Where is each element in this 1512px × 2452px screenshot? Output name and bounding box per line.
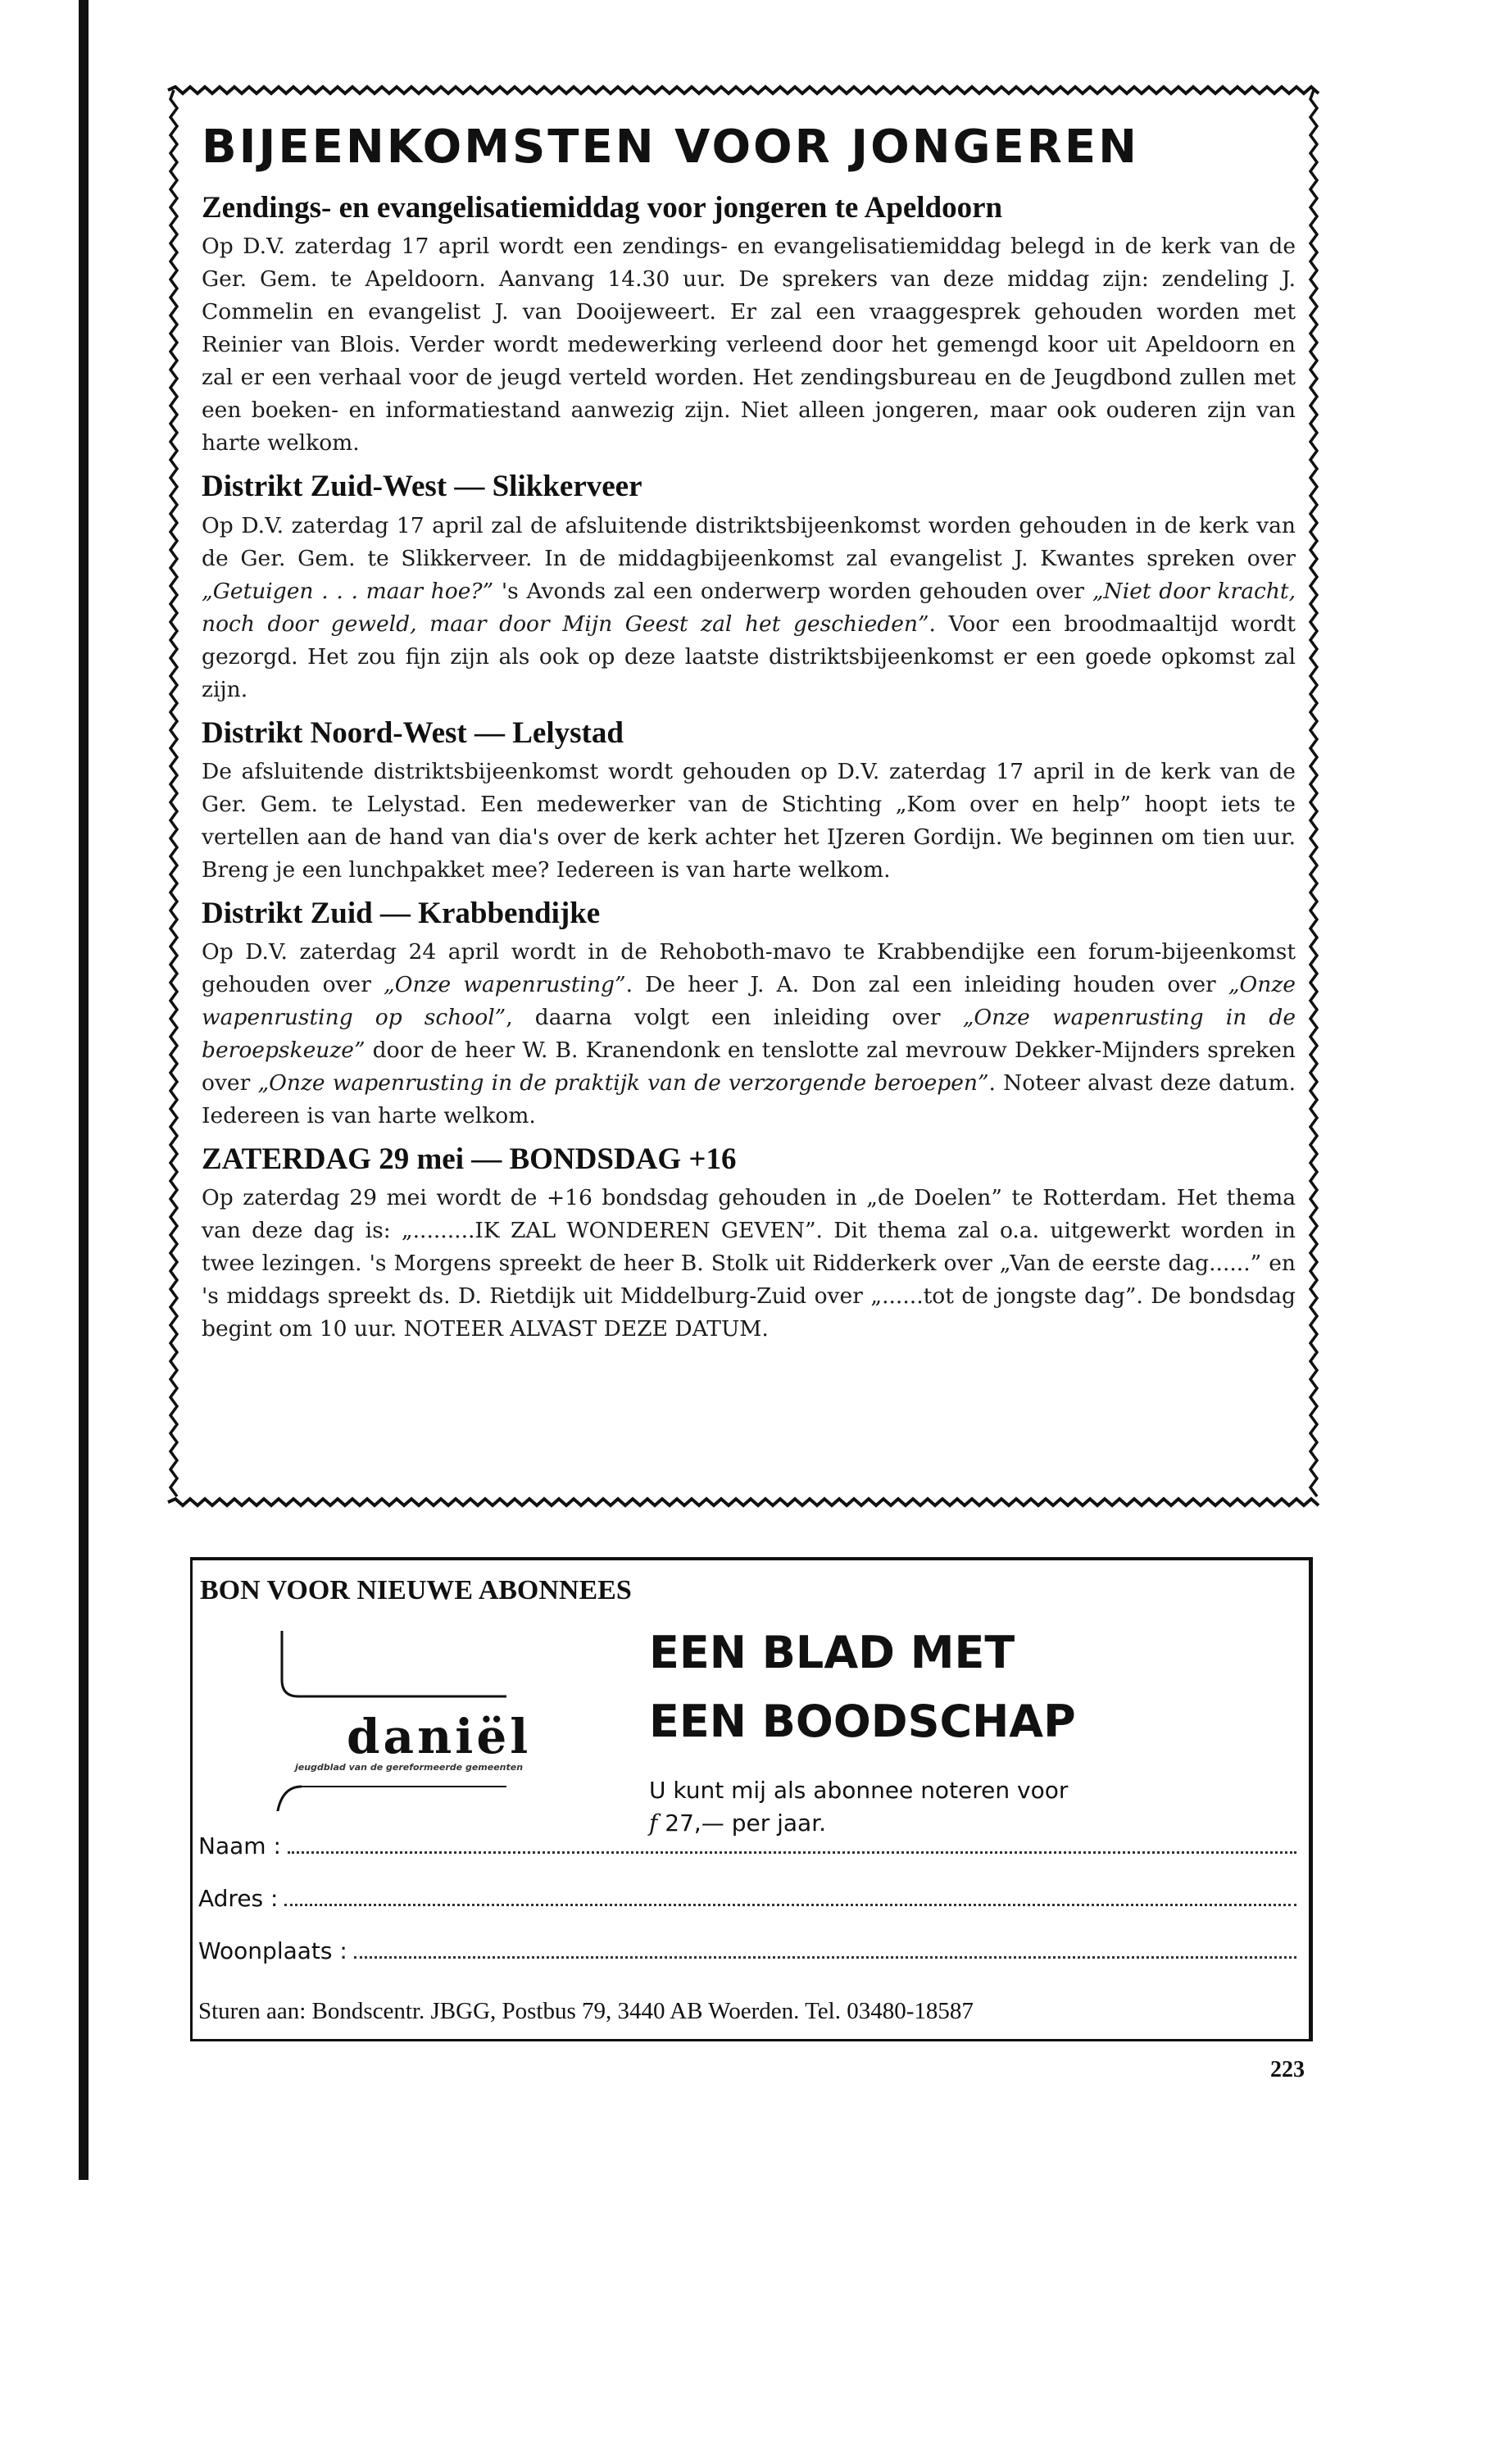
article-frame <box>164 82 1324 1508</box>
page-number: 223 <box>1270 2057 1305 2082</box>
section-body-zuid: Op D.V. zaterdag 24 april wordt in de Rehoboth-mavo te Krabbendijke een forum-bijeenkomst gehouden over „Onze wapenrusting”. De heer J. A. Don zal een inleiding houden over „Onze wapenrusting op school”, daarna volgt een inleiding over „Onze wapenrusting in de beroepskeuze” door de heer W. B. Kranendonk en tenslotte zal mevrouw Dekker-Mijnders spreken over „Onze wapenrusting in de praktijk van de verzorgende beroepen”. Noteer alvast deze datum. Iedereen is van harte welkom. <box>202 939 1296 1129</box>
headline-line-2: EEN BOODSCHAP <box>649 1696 1076 1747</box>
section-body-noord-west: De afsluitende distriktsbijeenkomst wordt gehouden op D.V. zaterdag 17 april in de kerk van de Ger. Gem. te Lelystad. Een medewerker van de Stichting „Kom over en help” hoopt iets te vertellen aan de hand van dia's over de kerk achter het IJzeren Gordijn. We beginnen om tien uur. Breng je een lunchpakket mee? Iedereen is van harte welkom. <box>202 758 1296 883</box>
section-title-apeldoorn: Zendings- en evangelisatiemiddag voor jongeren te Apeldoorn <box>202 191 1003 225</box>
logo-wordmark: daniël <box>347 1709 532 1764</box>
section-title-bondsdag: ZATERDAG 29 mei — BONDSDAG +16 <box>202 1142 737 1177</box>
headline-line-1: EEN BLAD MET <box>649 1627 1015 1678</box>
city-label: Woonplaats : <box>198 1937 347 1964</box>
address-dotted-line[interactable] <box>284 1899 1296 1906</box>
subscription-coupon <box>190 1557 1313 2452</box>
coupon-headline <box>649 1619 1076 1756</box>
section-title-zuid-west: Distrikt Zuid-West — Slikkerveer <box>202 470 642 504</box>
guilder-sign: f <box>649 1809 658 1837</box>
coupon-top-border <box>190 1557 1313 1560</box>
section-body-zuid-west: Op D.V. zaterdag 17 april zal de afsluitende distriktsbijeenkomst worden gehouden in de kerk van de Ger. Gem. te Slikkerveer. In de middagbijeenkomst zal evangelist J. Kwantes spreken over „Getuigen . . . maar hoe?” 's Avonds zal een onderwerp worden gehouden over „Niet door kracht, noch door geweld, maar door Mijn Geest zal het geschieden”. Voor een broodmaaltijd wordt gezorgd. Het zou fijn zijn als ook op deze laatste distriktsbijeenkomst er een goede opkomst zal zijn. <box>202 512 1296 702</box>
section-body-bondsdag: Op zaterdag 29 mei wordt de +16 bondsdag gehouden in „de Doelen” te Rotterdam. Het thema van deze dag is: „.........IK ZAL WONDEREN GEVEN”. Dit thema zal o.a. uitgewerkt worden in twee lezingen. 's Morgens spreekt de heer B. Stolk uit Ridderkerk over „Van de eerste dag......” en 's middags spreekt ds. D. Rietdijk uit Middelburg-Zuid over „......tot de jongste dag”. De bondsdag begint om 10 uur. NOTEER ALVAST DEZE DATUM. <box>202 1185 1296 1342</box>
section-title-noord-west: Distrikt Noord-West — Lelystad <box>202 715 624 750</box>
city-dotted-line[interactable] <box>354 1951 1296 1959</box>
name-dotted-line[interactable] <box>288 1846 1296 1854</box>
banner-heading: BIJEENKOMSTEN VOOR JONGEREN <box>202 120 1140 174</box>
logo-tagline: jeugdblad van de gereformeerde gemeenten <box>295 1762 524 1773</box>
coupon-right-border <box>1309 1557 1313 2041</box>
page-spine-bar <box>79 0 89 2180</box>
coupon-subtext <box>649 1774 1068 1840</box>
name-field[interactable] <box>198 1832 1296 1859</box>
article-content <box>202 108 1296 1354</box>
coupon-bottom-border <box>190 2039 1313 2041</box>
coupon-send-address: Sturen aan: Bondscentr. JBGG, Postbus 79, 3440 AB Woerden. Tel. 03480-18587 <box>198 1998 974 2024</box>
section-title-zuid: Distrikt Zuid — Krabbendijke <box>202 896 601 930</box>
subscribe-line: U kunt mij als abonnee noteren voor <box>649 1777 1069 1804</box>
daniel-logo <box>203 1623 695 1811</box>
price-amount: 27,— per jaar. <box>657 1809 827 1837</box>
city-field[interactable] <box>198 1937 1296 1964</box>
coupon-left-border <box>190 1557 193 2041</box>
address-field[interactable] <box>198 1885 1296 1912</box>
coupon-title: BON VOOR NIEUWE ABONNEES <box>200 1575 632 1605</box>
name-label: Naam : <box>198 1832 281 1859</box>
address-label: Adres : <box>198 1885 279 1912</box>
section-body-apeldoorn: Op D.V. zaterdag 17 april wordt een zendings- en evangelisatiemiddag belegd in de kerk van de Ger. Gem. te Apeldoorn. Aanvang 14.30 uur. De sprekers van deze middag zijn: zendeling J. Commelin en evangelist J. van Dooijeweert. Er zal een vraaggesprek gehouden worden met Reinier van Blois. Verder wordt medewerking verleend door het gemengd koor uit Apeldoorn en zal er een verhaal voor de jeugd verteld worden. Het zendingsbureau en de Jeugdbond zullen met een boeken- en informatiestand aanwezig zijn. Niet alleen jongeren, maar ook ouderen zijn van harte welkom. <box>202 234 1296 456</box>
